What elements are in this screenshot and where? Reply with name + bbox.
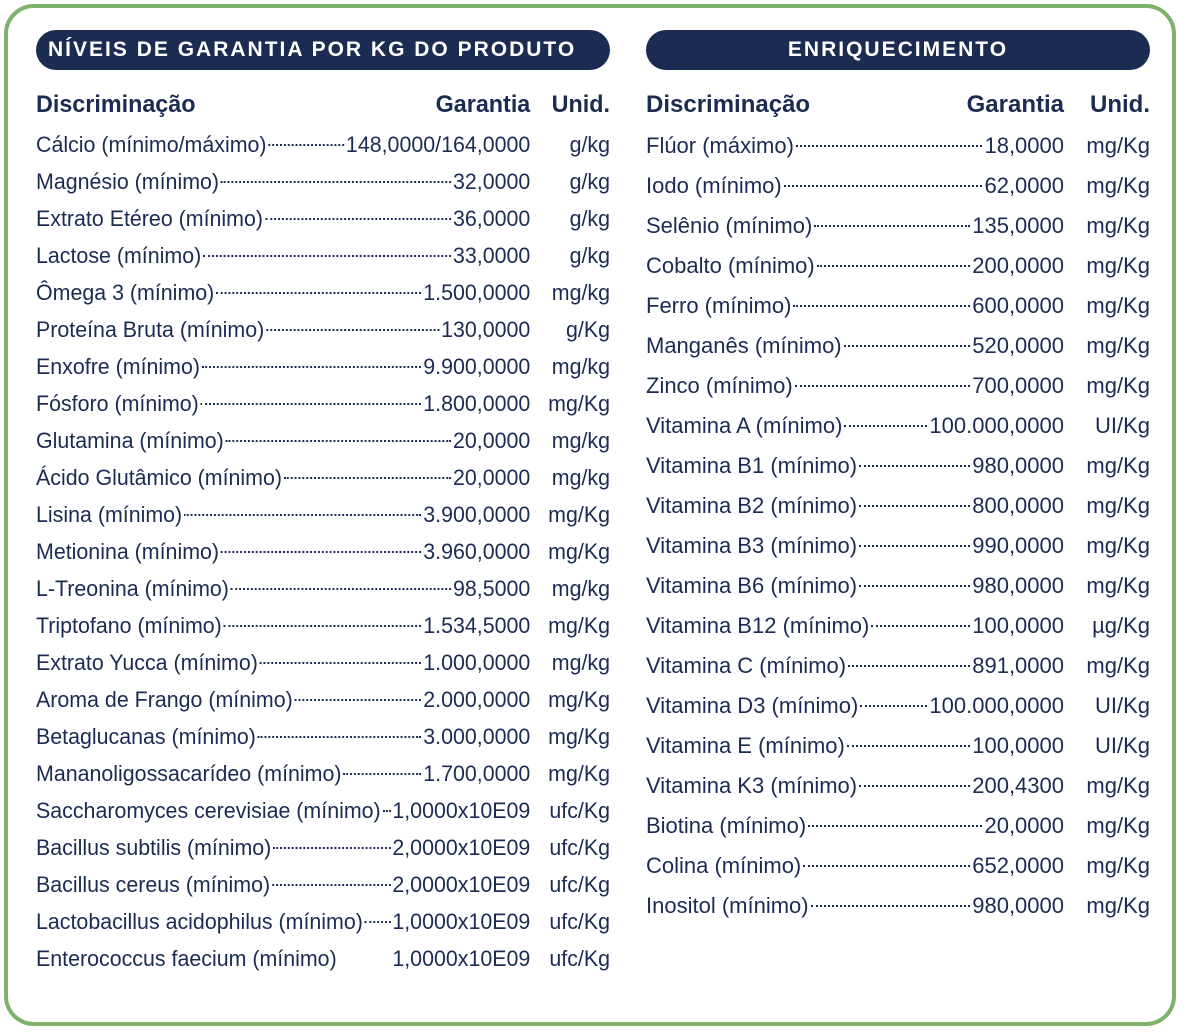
dot-leader xyxy=(811,905,971,907)
row-value: 1,0000x10E09 xyxy=(392,946,531,971)
row-unit: mg/Kg xyxy=(1086,213,1150,238)
row-name: Glutamina (mínimo) xyxy=(36,428,224,453)
table-row xyxy=(646,606,1150,646)
table-row xyxy=(36,385,610,422)
table-row xyxy=(646,126,1150,166)
row-unit: mg/kg xyxy=(551,465,610,490)
dot-leader xyxy=(859,785,970,787)
row-name: Vitamina C (mínimo) xyxy=(646,653,847,678)
dot-leader xyxy=(231,588,451,590)
dot-leader xyxy=(295,699,422,701)
row-unit: ufc/Kg xyxy=(549,798,610,823)
row-name: Vitamina B2 (mínimo) xyxy=(646,493,858,518)
table-row xyxy=(646,246,1150,286)
row-unit: ufc/Kg xyxy=(549,909,610,934)
row-unit: mg/Kg xyxy=(548,391,610,416)
table-row xyxy=(646,766,1150,806)
table-row xyxy=(36,718,610,755)
table-row xyxy=(646,326,1150,366)
table-row xyxy=(36,755,610,792)
header-garantia: Garantia xyxy=(966,91,1064,118)
row-name: Inositol (mínimo) xyxy=(646,893,809,918)
table-row xyxy=(646,846,1150,886)
row-name: Cobalto (mínimo) xyxy=(646,253,815,278)
row-value: 200,0000 xyxy=(972,253,1064,278)
row-name: Iodo (mínimo) xyxy=(646,173,782,198)
guarantee-levels-table xyxy=(36,84,610,977)
row-value: 1.500,0000 xyxy=(423,280,531,305)
row-name: Fósforo (mínimo) xyxy=(36,391,199,416)
row-unit: µg/Kg xyxy=(1092,613,1150,638)
table-row xyxy=(36,311,610,348)
row-value: 3.000,0000 xyxy=(423,724,531,749)
row-value: 652,0000 xyxy=(972,853,1064,878)
table-header xyxy=(36,84,610,126)
dot-leader xyxy=(258,736,421,738)
row-name: Aroma de Frango (mínimo) xyxy=(36,687,293,712)
dot-leader xyxy=(343,773,421,775)
row-name: Extrato Etéreo (mínimo) xyxy=(36,206,264,231)
row-name: Selênio (mínimo) xyxy=(646,213,813,238)
dot-leader xyxy=(221,181,451,183)
dot-leader xyxy=(226,440,451,442)
row-value: 600,0000 xyxy=(972,293,1064,318)
row-unit: mg/Kg xyxy=(1086,653,1150,678)
row-unit: mg/Kg xyxy=(548,687,610,712)
row-name: Cálcio (mínimo/máximo) xyxy=(36,132,267,157)
dot-leader xyxy=(848,665,970,667)
row-value: 1.534,5000 xyxy=(423,613,531,638)
table-row xyxy=(646,206,1150,246)
row-unit: mg/Kg xyxy=(1086,253,1150,278)
dot-leader xyxy=(859,505,970,507)
dot-leader xyxy=(216,292,421,294)
row-unit: g/Kg xyxy=(565,317,610,342)
row-value: 100,0000 xyxy=(972,613,1064,638)
row-name: Mananoligossacarídeo (mínimo) xyxy=(36,761,342,786)
row-unit: mg/Kg xyxy=(548,761,610,786)
table-header xyxy=(646,84,1150,126)
row-unit: UI/Kg xyxy=(1094,413,1150,438)
row-unit: mg/Kg xyxy=(1086,133,1150,158)
table-row xyxy=(36,274,610,311)
row-unit: ufc/Kg xyxy=(549,835,610,860)
row-name: Manganês (mínimo) xyxy=(646,333,842,358)
row-value: 3.900,0000 xyxy=(423,502,531,527)
row-name: Vitamina A (mínimo) xyxy=(646,413,843,438)
table-row xyxy=(36,940,610,977)
row-value: 2,0000x10E09 xyxy=(392,872,531,897)
table-row xyxy=(36,792,610,829)
dot-leader xyxy=(859,465,970,467)
dot-leader xyxy=(847,745,970,747)
header-discriminacao: Discriminação xyxy=(36,91,196,118)
row-unit: mg/Kg xyxy=(1086,293,1150,318)
row-name: Ômega 3 (mínimo) xyxy=(36,280,215,305)
dot-leader xyxy=(784,185,983,187)
table-row xyxy=(36,903,610,940)
table-row xyxy=(646,566,1150,606)
table-row xyxy=(646,686,1150,726)
table-row xyxy=(36,422,610,459)
dot-leader xyxy=(260,662,421,664)
table-row xyxy=(36,237,610,274)
row-name: Colina (mínimo) xyxy=(646,853,802,878)
row-name: L-Treonina (mínimo) xyxy=(36,576,229,601)
row-name: Saccharomyces cerevisiae (mínimo) xyxy=(36,798,381,823)
row-value: 1.000,0000 xyxy=(423,650,531,675)
row-value: 3.960,0000 xyxy=(423,539,531,564)
row-unit: mg/kg xyxy=(551,576,610,601)
table-row xyxy=(646,286,1150,326)
row-name: Flúor (máximo) xyxy=(646,133,794,158)
row-unit: mg/Kg xyxy=(548,539,610,564)
row-value: 20,0000 xyxy=(452,428,531,453)
row-name: Vitamina B1 (mínimo) xyxy=(646,453,858,478)
row-name: Metionina (mínimo) xyxy=(36,539,220,564)
dot-leader xyxy=(224,625,422,627)
enrichment-panel xyxy=(646,30,1150,926)
table-row xyxy=(646,806,1150,846)
row-unit: mg/Kg xyxy=(548,502,610,527)
table-row xyxy=(36,163,610,200)
row-value: 980,0000 xyxy=(972,573,1064,598)
row-unit: mg/Kg xyxy=(1086,373,1150,398)
dot-leader xyxy=(265,218,451,220)
table-row xyxy=(646,366,1150,406)
row-unit: ufc/Kg xyxy=(549,872,610,897)
guarantee-levels-panel xyxy=(36,30,610,977)
row-name: Biotina (mínimo) xyxy=(646,813,807,838)
enrichment-banner: ENRIQUECIMENTO xyxy=(646,30,1150,70)
dot-leader xyxy=(284,477,451,479)
dot-leader xyxy=(793,305,970,307)
row-unit: g/kg xyxy=(569,169,610,194)
dot-leader xyxy=(383,810,391,812)
dot-leader xyxy=(859,585,970,587)
dot-leader xyxy=(221,551,421,553)
row-name: Magnésio (mínimo) xyxy=(36,169,220,194)
row-value: 1,0000x10E09 xyxy=(392,798,531,823)
dot-leader xyxy=(844,425,927,427)
row-name: Lactose (mínimo) xyxy=(36,243,202,268)
table-row xyxy=(36,866,610,903)
dot-leader xyxy=(272,884,390,886)
row-name: Ácido Glutâmico (mínimo) xyxy=(36,465,283,490)
row-unit: UI/Kg xyxy=(1094,693,1150,718)
row-unit: mg/kg xyxy=(551,280,610,305)
row-value: 20,0000 xyxy=(452,465,531,490)
row-value: 2,0000x10E09 xyxy=(392,835,531,860)
table-row xyxy=(646,446,1150,486)
dot-leader xyxy=(844,345,971,347)
row-unit: mg/Kg xyxy=(1086,853,1150,878)
row-name: Enterococcus faecium (mínimo) xyxy=(36,946,337,971)
table-row xyxy=(646,486,1150,526)
row-name: Ferro (mínimo) xyxy=(646,293,792,318)
row-unit: g/kg xyxy=(569,206,610,231)
dot-leader xyxy=(184,514,421,516)
dot-leader xyxy=(268,144,343,146)
dot-leader xyxy=(201,403,422,405)
row-value: 98,5000 xyxy=(452,576,531,601)
row-unit: UI/Kg xyxy=(1094,733,1150,758)
header-garantia: Garantia xyxy=(435,91,531,118)
row-value: 9.900,0000 xyxy=(423,354,531,379)
row-name: Enxofre (mínimo) xyxy=(36,354,201,379)
row-name: Vitamina B12 (mínimo) xyxy=(646,613,870,638)
table-row xyxy=(646,406,1150,446)
dot-leader xyxy=(808,825,982,827)
row-value: 1.700,0000 xyxy=(423,761,531,786)
table-row xyxy=(36,459,610,496)
row-value: 1.800,0000 xyxy=(423,391,531,416)
row-name: Bacillus subtilis (mínimo) xyxy=(36,835,272,860)
dot-leader xyxy=(817,265,971,267)
row-unit: mg/kg xyxy=(551,650,610,675)
dot-leader xyxy=(365,921,391,923)
row-name: Zinco (mínimo) xyxy=(646,373,793,398)
row-unit: mg/Kg xyxy=(1086,573,1150,598)
row-name: Bacillus cereus (mínimo) xyxy=(36,872,271,897)
row-value: 990,0000 xyxy=(972,533,1064,558)
row-unit: mg/Kg xyxy=(1086,893,1150,918)
dot-leader xyxy=(860,705,927,707)
dot-leader xyxy=(202,366,421,368)
row-unit: mg/kg xyxy=(551,428,610,453)
table-row xyxy=(36,644,610,681)
row-value: 520,0000 xyxy=(972,333,1064,358)
row-name: Lactobacillus acidophilus (mínimo) xyxy=(36,909,363,934)
table-row xyxy=(36,570,610,607)
row-name: Extrato Yucca (mínimo) xyxy=(36,650,258,675)
row-value: 100.000,0000 xyxy=(929,693,1064,718)
row-unit: g/kg xyxy=(569,243,610,268)
table-row xyxy=(36,200,610,237)
row-value: 135,0000 xyxy=(972,213,1064,238)
table-row xyxy=(36,681,610,718)
table-row xyxy=(646,886,1150,926)
row-unit: ufc/Kg xyxy=(549,946,610,971)
row-name: Vitamina K3 (mínimo) xyxy=(646,773,858,798)
dot-leader xyxy=(266,329,439,331)
row-unit: mg/Kg xyxy=(548,613,610,638)
header-discriminacao: Discriminação xyxy=(646,91,811,118)
dot-leader xyxy=(871,625,970,627)
table-row xyxy=(36,126,610,163)
row-unit: mg/kg xyxy=(551,354,610,379)
row-value: 20,0000 xyxy=(984,813,1064,838)
row-value: 18,0000 xyxy=(984,133,1064,158)
row-value: 62,0000 xyxy=(984,173,1064,198)
row-unit: mg/Kg xyxy=(1086,453,1150,478)
row-unit: mg/Kg xyxy=(548,724,610,749)
row-value: 130,0000 xyxy=(441,317,531,342)
row-value: 100.000,0000 xyxy=(929,413,1064,438)
row-unit: mg/Kg xyxy=(1086,533,1150,558)
row-name: Triptofano (mínimo) xyxy=(36,613,222,638)
row-value: 891,0000 xyxy=(972,653,1064,678)
table-row xyxy=(646,646,1150,686)
table-row xyxy=(36,533,610,570)
row-unit: mg/Kg xyxy=(1086,813,1150,838)
table-row xyxy=(646,166,1150,206)
row-value: 36,0000 xyxy=(452,206,531,231)
table-row xyxy=(36,348,610,385)
table-row xyxy=(646,526,1150,566)
guarantee-levels-banner: NÍVEIS DE GARANTIA POR KG DO PRODUTO xyxy=(36,30,610,70)
row-unit: g/kg xyxy=(569,132,610,157)
row-name: Vitamina D3 (mínimo) xyxy=(646,693,859,718)
dot-leader xyxy=(814,225,970,227)
dot-leader xyxy=(796,145,983,147)
table-row xyxy=(646,726,1150,766)
row-name: Proteína Bruta (mínimo) xyxy=(36,317,265,342)
dot-leader xyxy=(859,545,970,547)
row-name: Betaglucanas (mínimo) xyxy=(36,724,256,749)
row-unit: mg/Kg xyxy=(1086,333,1150,358)
row-name: Vitamina E (mínimo) xyxy=(646,733,845,758)
header-unid: Unid. xyxy=(551,91,610,118)
row-unit: mg/Kg xyxy=(1086,493,1150,518)
dot-leader xyxy=(273,847,390,849)
row-value: 980,0000 xyxy=(972,453,1064,478)
dot-leader xyxy=(803,865,970,867)
header-unid: Unid. xyxy=(1090,91,1150,118)
row-unit: mg/Kg xyxy=(1086,773,1150,798)
row-value: 980,0000 xyxy=(972,893,1064,918)
row-value: 100,0000 xyxy=(972,733,1064,758)
row-unit: mg/Kg xyxy=(1086,173,1150,198)
table-row xyxy=(36,829,610,866)
row-name: Vitamina B3 (mínimo) xyxy=(646,533,858,558)
row-value: 1,0000x10E09 xyxy=(392,909,531,934)
row-value: 700,0000 xyxy=(972,373,1064,398)
dot-leader xyxy=(795,385,971,387)
table-row xyxy=(36,496,610,533)
row-name: Lisina (mínimo) xyxy=(36,502,183,527)
enrichment-table xyxy=(646,84,1150,926)
row-value: 33,0000 xyxy=(452,243,531,268)
row-value: 200,4300 xyxy=(972,773,1064,798)
dot-leader xyxy=(203,255,451,257)
row-value: 32,0000 xyxy=(452,169,531,194)
row-value: 800,0000 xyxy=(972,493,1064,518)
row-value: 2.000,0000 xyxy=(423,687,531,712)
row-name: Vitamina B6 (mínimo) xyxy=(646,573,858,598)
row-value: 148,0000/164,0000 xyxy=(345,132,531,157)
table-row xyxy=(36,607,610,644)
